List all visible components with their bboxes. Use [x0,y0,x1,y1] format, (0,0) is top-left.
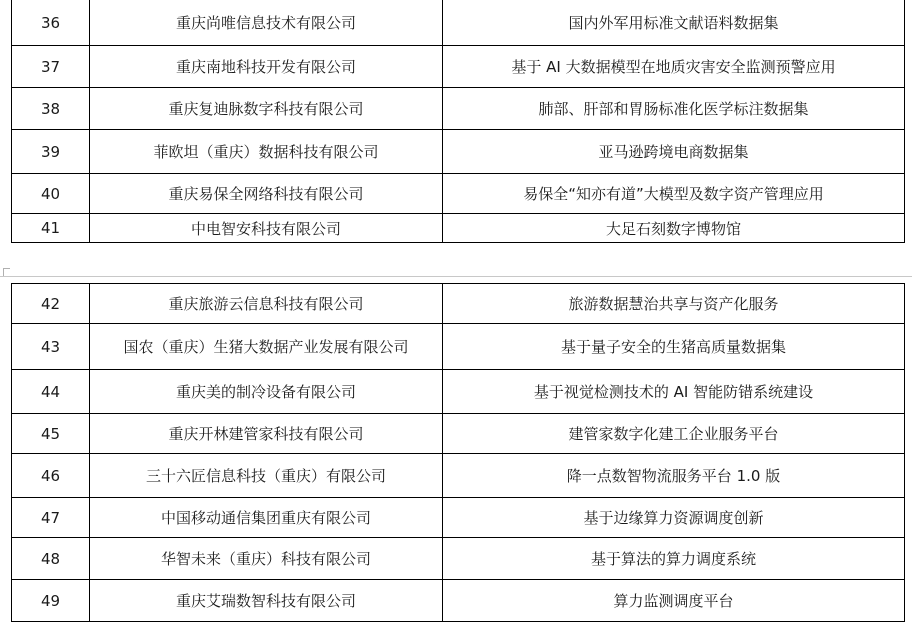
table-row [12,0,905,46]
table-row [12,370,905,414]
project-name: 基于算法的算力调度系统 [443,538,905,580]
table-row [12,174,905,214]
project-name: 旅游数据慧治共享与资产化服务 [443,284,905,324]
company-name: 重庆美的制冷设备有限公司 [90,370,443,414]
project-name: 大足石刻数字博物馆 [443,214,905,243]
company-name: 中国移动通信集团重庆有限公司 [90,498,443,538]
company-name: 三十六匠信息科技（重庆）有限公司 [90,454,443,498]
page-break-divider [0,276,912,277]
company-name: 重庆尚唯信息技术有限公司 [90,0,443,46]
project-name: 基于量子安全的生猪高质量数据集 [443,324,905,370]
company-name: 重庆开林建管家科技有限公司 [90,414,443,454]
table-row [12,538,905,580]
row-number: 41 [12,214,90,243]
row-number: 40 [12,174,90,214]
project-name: 易保全“知亦有道”大模型及数字资产管理应用 [443,174,905,214]
project-name: 肺部、肝部和胃肠标准化医学标注数据集 [443,88,905,130]
company-name: 华智未来（重庆）科技有限公司 [90,538,443,580]
company-name: 重庆复迪脉数字科技有限公司 [90,88,443,130]
company-name: 重庆南地科技开发有限公司 [90,46,443,88]
project-name: 基于 AI 大数据模型在地质灾害安全监测预警应用 [443,46,905,88]
row-number: 42 [12,284,90,324]
project-name: 降一点数智物流服务平台 1.0 版 [443,454,905,498]
page-gap [0,244,912,278]
row-number: 49 [12,580,90,622]
table-row [12,284,905,324]
row-number: 46 [12,454,90,498]
company-name: 重庆易保全网络科技有限公司 [90,174,443,214]
table-row [12,580,905,622]
company-name: 国农（重庆）生猪大数据产业发展有限公司 [90,324,443,370]
company-table-top [11,0,905,243]
table-row [12,414,905,454]
row-number: 47 [12,498,90,538]
project-name: 基于视觉检测技术的 AI 智能防错系统建设 [443,370,905,414]
project-name: 建管家数字化建工企业服务平台 [443,414,905,454]
company-table-bottom [11,283,905,622]
row-number: 39 [12,130,90,174]
project-name: 算力监测调度平台 [443,580,905,622]
table-row [12,46,905,88]
row-number: 48 [12,538,90,580]
table-row [12,324,905,370]
company-name: 菲欧坦（重庆）数据科技有限公司 [90,130,443,174]
project-name: 国内外军用标准文献语料数据集 [443,0,905,46]
project-name: 基于边缘算力资源调度创新 [443,498,905,538]
row-number: 43 [12,324,90,370]
table-row [12,130,905,174]
company-name: 重庆艾瑞数智科技有限公司 [90,580,443,622]
company-name: 中电智安科技有限公司 [90,214,443,243]
row-number: 44 [12,370,90,414]
table-row [12,498,905,538]
row-number: 36 [12,0,90,46]
row-number: 38 [12,88,90,130]
row-number: 45 [12,414,90,454]
table-row [12,214,905,243]
company-name: 重庆旅游云信息科技有限公司 [90,284,443,324]
table-row [12,88,905,130]
row-number: 37 [12,46,90,88]
table-row [12,454,905,498]
project-name: 亚马逊跨境电商数据集 [443,130,905,174]
